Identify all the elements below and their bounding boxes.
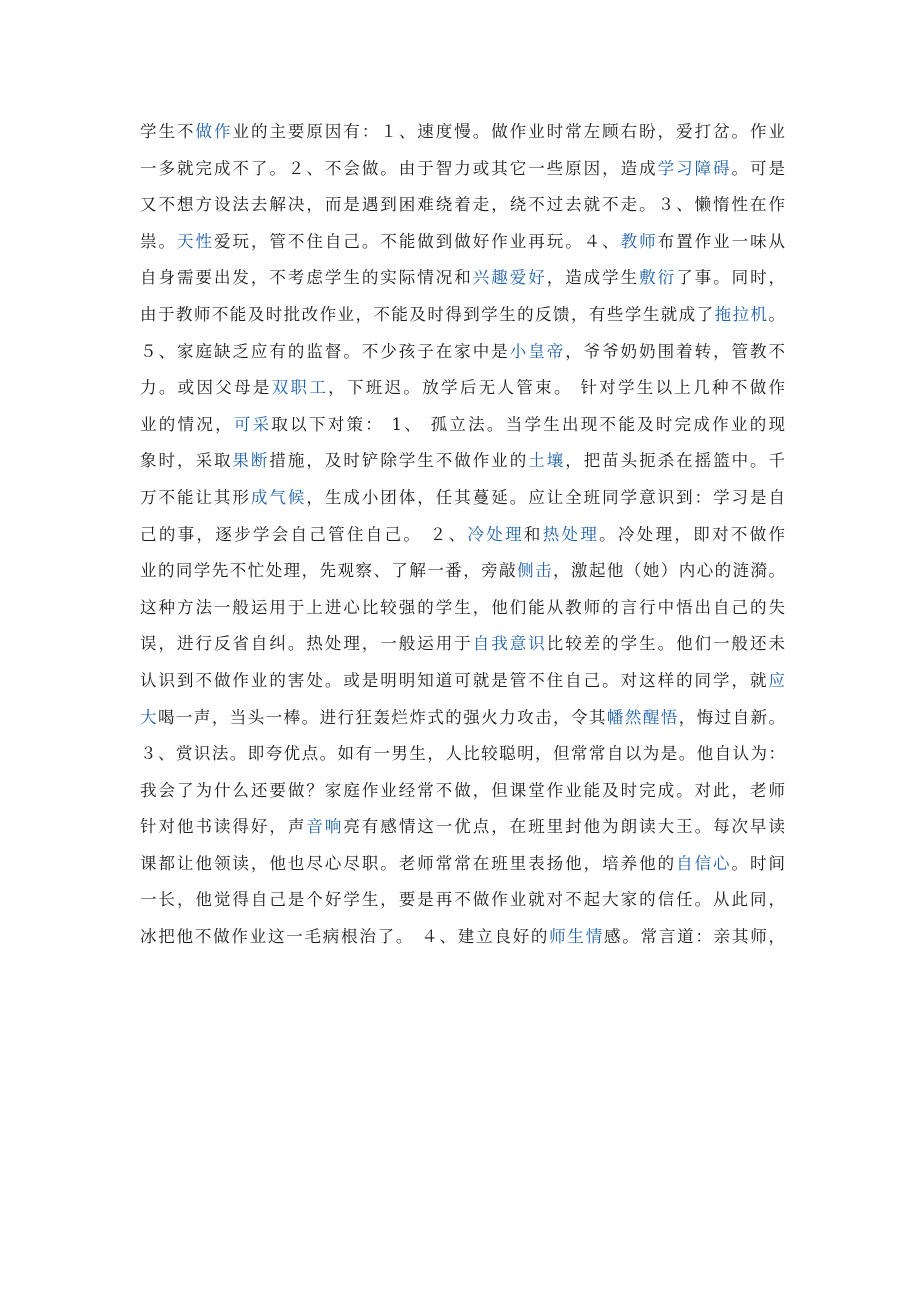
text-segment: 。时间 <box>731 853 785 873</box>
text-segment: 取以下对策： 1、 孤立法。当学生出现不能及时完成作业的现 <box>271 414 785 434</box>
text-line <box>140 553 785 590</box>
text-segment: ，下班迟。放学后无人管束。 针对学生以上几种不做作 <box>328 378 785 398</box>
text-segment: 祟。 <box>140 231 177 251</box>
text-segment: 课都让他领读，他也尽心尽职。老师常常在班里表扬他，培养他的 <box>140 853 677 873</box>
keyword-link[interactable]: 冷处理 <box>467 524 524 544</box>
text-segment: 业的情况， <box>140 414 234 434</box>
keyword-link[interactable]: 音响 <box>306 817 344 837</box>
keyword-link[interactable]: 拖拉机 <box>714 304 769 324</box>
text-segment: 了事。同时， <box>676 268 785 288</box>
body-paragraph <box>140 114 785 956</box>
text-line <box>140 773 785 810</box>
text-segment: ３、赏识法。即夸优点。如有一男生，人比较聪明，但常常自以为是。他自认为： <box>140 744 785 764</box>
text-segment: 学生不 <box>140 122 196 141</box>
text-segment: 。可是 <box>731 158 785 178</box>
keyword-link[interactable]: 应 <box>768 670 785 690</box>
text-segment: ，爷爷奶奶围着转，管教不 <box>565 341 785 361</box>
text-segment: ，悔过自新。 <box>678 707 785 727</box>
text-segment: 又不想方设法去解决，而是遇到困难绕着走，绕不过去就不走。３、懒惰性在作 <box>140 195 785 215</box>
text-segment: 喝一声，当头一棒。进行狂轰烂炸式的强火力攻击，令其 <box>157 707 607 727</box>
text-segment: 爱玩，管不住自己。不能做到做好作业再玩。４、 <box>213 231 621 251</box>
text-segment: 一多就完成不了。２、不会做。由于智力或其它一些原因，造成 <box>140 158 658 178</box>
keyword-link[interactable]: 学习障碍 <box>657 158 732 178</box>
text-line <box>140 736 785 773</box>
text-line <box>140 846 785 883</box>
text-segment: 布置作业一味从 <box>657 231 785 251</box>
text-line <box>140 663 785 700</box>
keyword-link[interactable]: 敷衍 <box>639 268 677 288</box>
text-line <box>140 480 785 517</box>
text-segment: 感。常言道：亲其师， <box>604 927 785 947</box>
text-line <box>140 919 785 956</box>
text-line <box>140 260 785 297</box>
text-segment: 己的事，逐步学会自己管住自己。 ２、 <box>140 524 468 544</box>
text-segment: ，把苗头扼杀在摇篮中。千 <box>565 451 785 471</box>
keyword-link[interactable]: 兴趣爱好 <box>472 268 547 288</box>
text-line <box>140 882 785 919</box>
keyword-link[interactable]: 土壤 <box>528 451 566 471</box>
text-segment: 这种方法一般运用于上进心比较强的学生，他们能从教师的言行中悟出自己的失 <box>140 597 785 617</box>
text-segment: 亮有感情这一优点，在班里封他为朗读大王。每次早读 <box>343 817 785 837</box>
text-segment: 象时，采取 <box>140 451 233 471</box>
text-segment: 自身需要出发，不考虑学生的实际情况和 <box>140 268 473 288</box>
text-segment: 和 <box>523 524 543 544</box>
keyword-link[interactable]: 成气候 <box>250 487 307 507</box>
text-segment: 业的同学先不忙处理，先观察、了解一番，旁敲 <box>140 561 518 581</box>
text-segment: 。 <box>768 304 785 324</box>
keyword-link[interactable]: 自我意识 <box>472 634 547 654</box>
text-line <box>140 700 785 737</box>
keyword-link[interactable]: 师生情 <box>549 927 604 947</box>
text-segment: ，造成学生 <box>546 268 640 288</box>
text-line <box>140 224 785 261</box>
text-segment: ５、家庭缺乏应有的监督。不少孩子在家中是 <box>140 341 510 361</box>
text-segment: 比较差的学生。他们一般还未 <box>546 634 785 654</box>
text-line <box>140 114 785 151</box>
text-line <box>140 626 785 663</box>
text-segment: 一长，他觉得自己是个好学生，要是再不做作业就对不起大家的信任。从此同， <box>140 890 785 910</box>
keyword-link[interactable]: 大 <box>140 707 158 727</box>
text-line <box>140 809 785 846</box>
text-line <box>140 370 785 407</box>
text-segment: 针对他书读得好，声 <box>140 817 307 837</box>
keyword-link[interactable]: 果断 <box>232 451 270 471</box>
text-segment: 措施，及时铲除学生不做作业的 <box>269 451 529 471</box>
keyword-link[interactable]: 天性 <box>176 231 214 251</box>
keyword-link[interactable]: 热处理 <box>542 524 600 544</box>
keyword-link[interactable]: 做作 <box>195 122 233 141</box>
text-line <box>140 517 785 554</box>
keyword-link[interactable]: 可采 <box>233 414 272 434</box>
text-segment: 力。或因父母是 <box>140 378 272 398</box>
text-line <box>140 590 785 627</box>
keyword-link[interactable]: 幡然醒悟 <box>606 707 679 727</box>
text-segment: 万不能让其形 <box>140 487 251 507</box>
keyword-link[interactable]: 小皇帝 <box>509 341 566 361</box>
text-line <box>140 297 785 334</box>
keyword-link[interactable]: 自信心 <box>676 853 732 873</box>
text-line <box>140 334 785 371</box>
text-segment: 由于教师不能及时批改作业，不能及时得到学生的反馈，有些学生就成了 <box>140 304 715 324</box>
text-segment: 业的主要原因有：１、速度慢。做作业时常左顾右盼，爱打岔。作业 <box>232 122 785 141</box>
keyword-link[interactable]: 双职工 <box>271 378 329 398</box>
text-segment: 认识到不做作业的害处。或是明明知道可就是管不住自己。对这样的同学，就 <box>140 670 769 690</box>
text-line <box>140 407 785 444</box>
keyword-link[interactable]: 侧击 <box>517 561 554 581</box>
text-segment: ，生成小团体，任其蔓延。应让全班同学意识到：学习是自 <box>306 487 785 507</box>
keyword-link[interactable]: 教师 <box>620 231 658 251</box>
text-segment: 误，进行反省自纠。热处理，一般运用于 <box>140 634 473 654</box>
text-line <box>140 151 785 188</box>
text-segment: 冰把他不做作业这一毛病根治了。 ４、建立良好的 <box>140 927 550 947</box>
text-line <box>140 443 785 480</box>
text-segment: ，激起他（她）内心的涟漪。 <box>553 561 785 581</box>
text-segment: 。冷处理，即对不做作 <box>599 524 785 544</box>
text-segment: 我会了为什么还要做？家庭作业经常不做，但课堂作业能及时完成。对此，老师 <box>140 780 785 800</box>
text-line <box>140 187 785 224</box>
